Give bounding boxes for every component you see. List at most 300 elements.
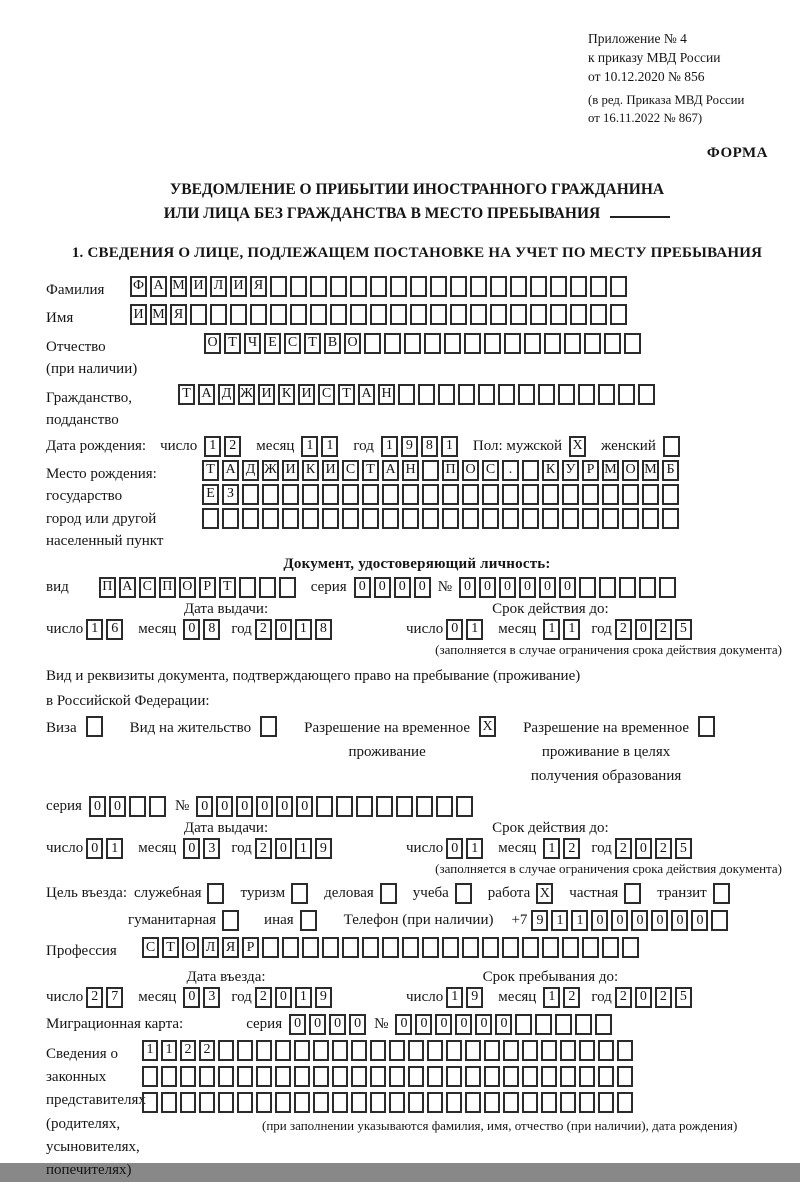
patronymic-char-cell[interactable]: [564, 333, 581, 354]
profession-char-cell[interactable]: [502, 937, 519, 958]
expiry-month-cell[interactable]: 1: [563, 619, 580, 640]
representatives-char-cell[interactable]: [332, 1040, 348, 1061]
surname-char-cell[interactable]: [290, 276, 307, 297]
birthplace-char-cell[interactable]: [522, 484, 539, 505]
representatives-char-cell[interactable]: [579, 1066, 595, 1087]
doc-series-cell[interactable]: 0: [354, 577, 371, 598]
surname-char-cell[interactable]: И: [190, 276, 207, 297]
representatives-char-cell[interactable]: [617, 1066, 633, 1087]
residence-number-cell[interactable]: [316, 796, 333, 817]
residence-number-cell[interactable]: [456, 796, 473, 817]
name-char-cell[interactable]: [610, 304, 627, 325]
surname-char-cell[interactable]: [390, 276, 407, 297]
name-char-cell[interactable]: [570, 304, 587, 325]
representatives-char-cell[interactable]: [313, 1040, 329, 1061]
birthplace-char-cell[interactable]: [582, 484, 599, 505]
issue-year-cell[interactable]: 8: [315, 619, 332, 640]
citizenship-char-cell[interactable]: [598, 384, 615, 405]
doc-number-cell[interactable]: [619, 577, 636, 598]
birthplace-char-cell[interactable]: [282, 508, 299, 529]
name-char-cell[interactable]: [530, 304, 547, 325]
profession-char-cell[interactable]: Р: [242, 937, 259, 958]
patronymic-char-cell[interactable]: [504, 333, 521, 354]
profession-char-cell[interactable]: [362, 937, 379, 958]
migration-number-cell[interactable]: [515, 1014, 532, 1035]
residence-number-cell[interactable]: 0: [236, 796, 253, 817]
name-char-cell[interactable]: [490, 304, 507, 325]
residence-number-cell[interactable]: [416, 796, 433, 817]
birthplace-char-cell[interactable]: [482, 508, 499, 529]
residence-issue-year-cell[interactable]: 2: [255, 838, 272, 859]
residence-issue-year-cell[interactable]: 9: [315, 838, 332, 859]
patronymic-char-cell[interactable]: Т: [224, 333, 241, 354]
representatives-char-cell[interactable]: [560, 1092, 576, 1113]
migration-number-cell[interactable]: [555, 1014, 572, 1035]
patronymic-char-cell[interactable]: [604, 333, 621, 354]
entry-year-cell[interactable]: 9: [315, 987, 332, 1008]
birthdate-year-cell[interactable]: 8: [421, 436, 438, 457]
residence-expiry-year-cell[interactable]: 5: [675, 838, 692, 859]
name-char-cell[interactable]: [370, 304, 387, 325]
birthplace-char-cell[interactable]: [302, 508, 319, 529]
citizenship-char-cell[interactable]: [458, 384, 475, 405]
doc-number-cell[interactable]: [579, 577, 596, 598]
doc-kind-char-cell[interactable]: П: [159, 577, 176, 598]
profession-char-cell[interactable]: [542, 937, 559, 958]
patronymic-char-cell[interactable]: В: [324, 333, 341, 354]
representatives-char-cell[interactable]: [199, 1066, 215, 1087]
representatives-char-cell[interactable]: [332, 1066, 348, 1087]
surname-char-cell[interactable]: М: [170, 276, 187, 297]
migration-number-cell[interactable]: [595, 1014, 612, 1035]
profession-char-cell[interactable]: [322, 937, 339, 958]
temp-residence-edu-checkbox-cell[interactable]: [698, 716, 715, 737]
residence-number-cell[interactable]: [436, 796, 453, 817]
surname-char-cell[interactable]: [450, 276, 467, 297]
birthplace-char-cell[interactable]: [582, 508, 599, 529]
citizenship-char-cell[interactable]: Д: [218, 384, 235, 405]
residence-issue-year-cell[interactable]: 1: [295, 838, 312, 859]
name-char-cell[interactable]: [310, 304, 327, 325]
birthplace-char-cell[interactable]: [322, 484, 339, 505]
residence-number-cell[interactable]: 0: [276, 796, 293, 817]
birthplace-char-cell[interactable]: [502, 484, 519, 505]
doc-kind-char-cell[interactable]: О: [179, 577, 196, 598]
profession-char-cell[interactable]: [282, 937, 299, 958]
migration-number-cell[interactable]: 0: [415, 1014, 432, 1035]
birthplace-char-cell[interactable]: [662, 508, 679, 529]
surname-char-cell[interactable]: [510, 276, 527, 297]
profession-char-cell[interactable]: [302, 937, 319, 958]
name-char-cell[interactable]: [210, 304, 227, 325]
citizenship-char-cell[interactable]: [518, 384, 535, 405]
representatives-char-cell[interactable]: 1: [161, 1040, 177, 1061]
doc-number-cell[interactable]: 0: [499, 577, 516, 598]
residence-issue-month-cell[interactable]: 3: [203, 838, 220, 859]
citizenship-char-cell[interactable]: [558, 384, 575, 405]
doc-number-cell[interactable]: [599, 577, 616, 598]
patronymic-char-cell[interactable]: [464, 333, 481, 354]
residence-expiry-month-cell[interactable]: 1: [543, 838, 560, 859]
representatives-char-cell[interactable]: [465, 1092, 481, 1113]
birthplace-char-cell[interactable]: Ж: [262, 460, 279, 481]
patronymic-char-cell[interactable]: О: [344, 333, 361, 354]
profession-char-cell[interactable]: [522, 937, 539, 958]
surname-char-cell[interactable]: [310, 276, 327, 297]
representatives-char-cell[interactable]: [142, 1092, 158, 1113]
representatives-char-cell[interactable]: [389, 1092, 405, 1113]
name-char-cell[interactable]: [230, 304, 247, 325]
entry-year-cell[interactable]: 1: [295, 987, 312, 1008]
stay-month-cell[interactable]: 2: [563, 987, 580, 1008]
representatives-char-cell[interactable]: [237, 1066, 253, 1087]
patronymic-char-cell[interactable]: [384, 333, 401, 354]
surname-char-cell[interactable]: [550, 276, 567, 297]
residence-permit-checkbox-cell[interactable]: [260, 716, 277, 737]
birthplace-char-cell[interactable]: К: [302, 460, 319, 481]
birthplace-char-cell[interactable]: М: [602, 460, 619, 481]
birthplace-char-cell[interactable]: [442, 484, 459, 505]
surname-char-cell[interactable]: [530, 276, 547, 297]
birthplace-char-cell[interactable]: [462, 484, 479, 505]
representatives-char-cell[interactable]: [427, 1040, 443, 1061]
stay-day-cell[interactable]: 9: [466, 987, 483, 1008]
representatives-char-cell[interactable]: [484, 1066, 500, 1087]
representatives-char-cell[interactable]: [389, 1066, 405, 1087]
surname-char-cell[interactable]: [270, 276, 287, 297]
representatives-char-cell[interactable]: [275, 1066, 291, 1087]
birthplace-char-cell[interactable]: [202, 508, 219, 529]
representatives-char-cell[interactable]: [142, 1066, 158, 1087]
name-char-cell[interactable]: [450, 304, 467, 325]
representatives-char-cell[interactable]: [541, 1040, 557, 1061]
birthdate-day-cell[interactable]: 2: [224, 436, 241, 457]
migration-series-cell[interactable]: 0: [329, 1014, 346, 1035]
doc-kind-char-cell[interactable]: Р: [199, 577, 216, 598]
birthplace-char-cell[interactable]: [262, 508, 279, 529]
birthplace-char-cell[interactable]: [222, 508, 239, 529]
birthplace-char-cell[interactable]: М: [642, 460, 659, 481]
patronymic-char-cell[interactable]: [544, 333, 561, 354]
citizenship-char-cell[interactable]: [398, 384, 415, 405]
representatives-char-cell[interactable]: 2: [199, 1040, 215, 1061]
birthplace-char-cell[interactable]: [362, 508, 379, 529]
doc-number-cell[interactable]: 0: [539, 577, 556, 598]
birthplace-char-cell[interactable]: С: [342, 460, 359, 481]
doc-number-cell[interactable]: 0: [559, 577, 576, 598]
issue-year-cell[interactable]: 2: [255, 619, 272, 640]
residence-series-cell[interactable]: [129, 796, 146, 817]
representatives-char-cell[interactable]: 1: [142, 1040, 158, 1061]
birthplace-char-cell[interactable]: [562, 484, 579, 505]
birthdate-year-cell[interactable]: 1: [441, 436, 458, 457]
migration-number-cell[interactable]: 0: [435, 1014, 452, 1035]
profession-char-cell[interactable]: О: [182, 937, 199, 958]
expiry-year-cell[interactable]: 5: [675, 619, 692, 640]
birthplace-char-cell[interactable]: А: [222, 460, 239, 481]
citizenship-char-cell[interactable]: А: [198, 384, 215, 405]
residence-expiry-month-cell[interactable]: 2: [563, 838, 580, 859]
migration-number-cell[interactable]: [575, 1014, 592, 1035]
name-char-cell[interactable]: [430, 304, 447, 325]
birthplace-char-cell[interactable]: [342, 508, 359, 529]
residence-expiry-year-cell[interactable]: 0: [635, 838, 652, 859]
patronymic-char-cell[interactable]: Т: [304, 333, 321, 354]
citizenship-char-cell[interactable]: Н: [378, 384, 395, 405]
representatives-char-cell[interactable]: [256, 1092, 272, 1113]
birthdate-day-cell[interactable]: 1: [204, 436, 221, 457]
representatives-char-cell[interactable]: [180, 1092, 196, 1113]
birthdate-year-cell[interactable]: 1: [381, 436, 398, 457]
migration-series-cell[interactable]: 0: [289, 1014, 306, 1035]
citizenship-char-cell[interactable]: Т: [178, 384, 195, 405]
profession-char-cell[interactable]: [382, 937, 399, 958]
representatives-char-cell[interactable]: [275, 1092, 291, 1113]
representatives-char-cell[interactable]: [541, 1092, 557, 1113]
doc-kind-char-cell[interactable]: [279, 577, 296, 598]
citizenship-char-cell[interactable]: А: [358, 384, 375, 405]
citizenship-char-cell[interactable]: К: [278, 384, 295, 405]
purpose-private-checkbox-cell[interactable]: [624, 883, 641, 904]
doc-kind-char-cell[interactable]: [239, 577, 256, 598]
citizenship-char-cell[interactable]: И: [298, 384, 315, 405]
name-char-cell[interactable]: [470, 304, 487, 325]
birthplace-char-cell[interactable]: [282, 484, 299, 505]
citizenship-char-cell[interactable]: [478, 384, 495, 405]
profession-char-cell[interactable]: [602, 937, 619, 958]
phone-digit-cell[interactable]: [711, 910, 728, 931]
profession-char-cell[interactable]: [622, 937, 639, 958]
birthplace-char-cell[interactable]: [422, 460, 439, 481]
birthplace-char-cell[interactable]: [422, 484, 439, 505]
residence-expiry-day-cell[interactable]: 0: [446, 838, 463, 859]
birthplace-char-cell[interactable]: [422, 508, 439, 529]
birthplace-char-cell[interactable]: [622, 508, 639, 529]
birthplace-char-cell[interactable]: О: [622, 460, 639, 481]
representatives-char-cell[interactable]: [332, 1092, 348, 1113]
surname-char-cell[interactable]: [410, 276, 427, 297]
birthplace-char-cell[interactable]: [462, 508, 479, 529]
birthplace-char-cell[interactable]: [482, 484, 499, 505]
birthplace-char-cell[interactable]: [402, 508, 419, 529]
name-char-cell[interactable]: [590, 304, 607, 325]
representatives-char-cell[interactable]: [617, 1040, 633, 1061]
representatives-char-cell[interactable]: [161, 1066, 177, 1087]
name-char-cell[interactable]: [250, 304, 267, 325]
doc-number-cell[interactable]: [639, 577, 656, 598]
purpose-work-checkbox-cell[interactable]: X: [536, 883, 553, 904]
stay-month-cell[interactable]: 1: [543, 987, 560, 1008]
doc-number-cell[interactable]: 0: [479, 577, 496, 598]
patronymic-char-cell[interactable]: [444, 333, 461, 354]
citizenship-char-cell[interactable]: И: [258, 384, 275, 405]
citizenship-char-cell[interactable]: С: [318, 384, 335, 405]
expiry-month-cell[interactable]: 1: [543, 619, 560, 640]
surname-char-cell[interactable]: [610, 276, 627, 297]
profession-char-cell[interactable]: Я: [222, 937, 239, 958]
birthplace-char-cell[interactable]: [622, 484, 639, 505]
representatives-char-cell[interactable]: [294, 1040, 310, 1061]
representatives-char-cell[interactable]: 2: [180, 1040, 196, 1061]
birthplace-char-cell[interactable]: [242, 484, 259, 505]
representatives-char-cell[interactable]: [617, 1092, 633, 1113]
representatives-char-cell[interactable]: [351, 1066, 367, 1087]
expiry-year-cell[interactable]: 2: [615, 619, 632, 640]
surname-char-cell[interactable]: [370, 276, 387, 297]
migration-number-cell[interactable]: 0: [455, 1014, 472, 1035]
representatives-char-cell[interactable]: [161, 1092, 177, 1113]
representatives-char-cell[interactable]: [294, 1066, 310, 1087]
stay-year-cell[interactable]: 0: [635, 987, 652, 1008]
doc-number-cell[interactable]: [659, 577, 676, 598]
representatives-char-cell[interactable]: [256, 1040, 272, 1061]
birthplace-char-cell[interactable]: [402, 484, 419, 505]
name-char-cell[interactable]: [350, 304, 367, 325]
name-char-cell[interactable]: [190, 304, 207, 325]
purpose-business-checkbox-cell[interactable]: [380, 883, 397, 904]
birthplace-char-cell[interactable]: Р: [582, 460, 599, 481]
representatives-char-cell[interactable]: [389, 1040, 405, 1061]
name-char-cell[interactable]: [270, 304, 287, 325]
representatives-char-cell[interactable]: [218, 1066, 234, 1087]
residence-issue-day-cell[interactable]: 0: [86, 838, 103, 859]
name-char-cell[interactable]: [290, 304, 307, 325]
birthplace-char-cell[interactable]: [242, 508, 259, 529]
representatives-char-cell[interactable]: [313, 1092, 329, 1113]
residence-number-cell[interactable]: [336, 796, 353, 817]
representatives-char-cell[interactable]: [503, 1092, 519, 1113]
patronymic-char-cell[interactable]: О: [204, 333, 221, 354]
birthplace-char-cell[interactable]: Д: [242, 460, 259, 481]
birthplace-char-cell[interactable]: [502, 508, 519, 529]
birthplace-char-cell[interactable]: [602, 484, 619, 505]
residence-number-cell[interactable]: [356, 796, 373, 817]
representatives-char-cell[interactable]: [598, 1040, 614, 1061]
stay-year-cell[interactable]: 5: [675, 987, 692, 1008]
surname-char-cell[interactable]: Я: [250, 276, 267, 297]
birthplace-char-cell[interactable]: П: [442, 460, 459, 481]
birthplace-char-cell[interactable]: Т: [202, 460, 219, 481]
birthplace-char-cell[interactable]: З: [222, 484, 239, 505]
purpose-transit-checkbox-cell[interactable]: [713, 883, 730, 904]
representatives-char-cell[interactable]: [370, 1066, 386, 1087]
migration-series-cell[interactable]: 0: [309, 1014, 326, 1035]
name-char-cell[interactable]: [510, 304, 527, 325]
citizenship-char-cell[interactable]: Ж: [238, 384, 255, 405]
profession-char-cell[interactable]: [562, 937, 579, 958]
representatives-char-cell[interactable]: [446, 1040, 462, 1061]
expiry-year-cell[interactable]: 2: [655, 619, 672, 640]
citizenship-char-cell[interactable]: [538, 384, 555, 405]
representatives-char-cell[interactable]: [237, 1092, 253, 1113]
representatives-char-cell[interactable]: [275, 1040, 291, 1061]
doc-kind-char-cell[interactable]: Т: [219, 577, 236, 598]
surname-char-cell[interactable]: [350, 276, 367, 297]
surname-char-cell[interactable]: Л: [210, 276, 227, 297]
representatives-char-cell[interactable]: [522, 1040, 538, 1061]
purpose-humanitarian-checkbox-cell[interactable]: [222, 910, 239, 931]
doc-series-cell[interactable]: 0: [374, 577, 391, 598]
representatives-char-cell[interactable]: [180, 1066, 196, 1087]
representatives-char-cell[interactable]: [427, 1066, 443, 1087]
representatives-char-cell[interactable]: [351, 1092, 367, 1113]
name-char-cell[interactable]: [410, 304, 427, 325]
stay-year-cell[interactable]: 2: [655, 987, 672, 1008]
phone-digit-cell[interactable]: 0: [671, 910, 688, 931]
citizenship-char-cell[interactable]: Т: [338, 384, 355, 405]
birthplace-char-cell[interactable]: [262, 484, 279, 505]
expiry-year-cell[interactable]: 0: [635, 619, 652, 640]
issue-month-cell[interactable]: 8: [203, 619, 220, 640]
birthplace-char-cell[interactable]: [382, 508, 399, 529]
residence-number-cell[interactable]: [396, 796, 413, 817]
issue-year-cell[interactable]: 0: [275, 619, 292, 640]
representatives-char-cell[interactable]: [408, 1092, 424, 1113]
phone-digit-cell[interactable]: 0: [591, 910, 608, 931]
profession-char-cell[interactable]: [582, 937, 599, 958]
birthplace-char-cell[interactable]: И: [282, 460, 299, 481]
representatives-char-cell[interactable]: [522, 1092, 538, 1113]
stay-day-cell[interactable]: 1: [446, 987, 463, 1008]
citizenship-char-cell[interactable]: [618, 384, 635, 405]
phone-digit-cell[interactable]: 0: [611, 910, 628, 931]
doc-series-cell[interactable]: 0: [394, 577, 411, 598]
residence-series-cell[interactable]: [149, 796, 166, 817]
name-char-cell[interactable]: [550, 304, 567, 325]
purpose-other-checkbox-cell[interactable]: [300, 910, 317, 931]
expiry-day-cell[interactable]: 0: [446, 619, 463, 640]
male-checkbox-cell[interactable]: X: [569, 436, 586, 457]
migration-number-cell[interactable]: 0: [475, 1014, 492, 1035]
patronymic-char-cell[interactable]: Е: [264, 333, 281, 354]
entry-month-cell[interactable]: 0: [183, 987, 200, 1008]
residence-expiry-year-cell[interactable]: 2: [655, 838, 672, 859]
representatives-char-cell[interactable]: [408, 1040, 424, 1061]
representatives-char-cell[interactable]: [351, 1040, 367, 1061]
doc-kind-char-cell[interactable]: [259, 577, 276, 598]
birthplace-char-cell[interactable]: [382, 484, 399, 505]
citizenship-char-cell[interactable]: [638, 384, 655, 405]
issue-day-cell[interactable]: 1: [86, 619, 103, 640]
surname-char-cell[interactable]: [590, 276, 607, 297]
patronymic-char-cell[interactable]: [404, 333, 421, 354]
surname-char-cell[interactable]: [430, 276, 447, 297]
surname-char-cell[interactable]: Ф: [130, 276, 147, 297]
birthplace-char-cell[interactable]: [442, 508, 459, 529]
birthplace-char-cell[interactable]: [342, 484, 359, 505]
stay-year-cell[interactable]: 2: [615, 987, 632, 1008]
residence-number-cell[interactable]: [376, 796, 393, 817]
birthplace-char-cell[interactable]: [522, 508, 539, 529]
profession-char-cell[interactable]: [462, 937, 479, 958]
birthplace-char-cell[interactable]: [522, 460, 539, 481]
representatives-char-cell[interactable]: [465, 1040, 481, 1061]
phone-digit-cell[interactable]: 0: [651, 910, 668, 931]
female-checkbox-cell[interactable]: [663, 436, 680, 457]
residence-issue-day-cell[interactable]: 1: [106, 838, 123, 859]
name-char-cell[interactable]: [390, 304, 407, 325]
profession-char-cell[interactable]: [342, 937, 359, 958]
birthplace-char-cell[interactable]: [642, 484, 659, 505]
issue-month-cell[interactable]: 0: [183, 619, 200, 640]
patronymic-char-cell[interactable]: [364, 333, 381, 354]
birthplace-char-cell[interactable]: [362, 484, 379, 505]
patronymic-char-cell[interactable]: [624, 333, 641, 354]
purpose-study-checkbox-cell[interactable]: [455, 883, 472, 904]
residence-number-cell[interactable]: 0: [196, 796, 213, 817]
representatives-char-cell[interactable]: [446, 1066, 462, 1087]
surname-char-cell[interactable]: [570, 276, 587, 297]
